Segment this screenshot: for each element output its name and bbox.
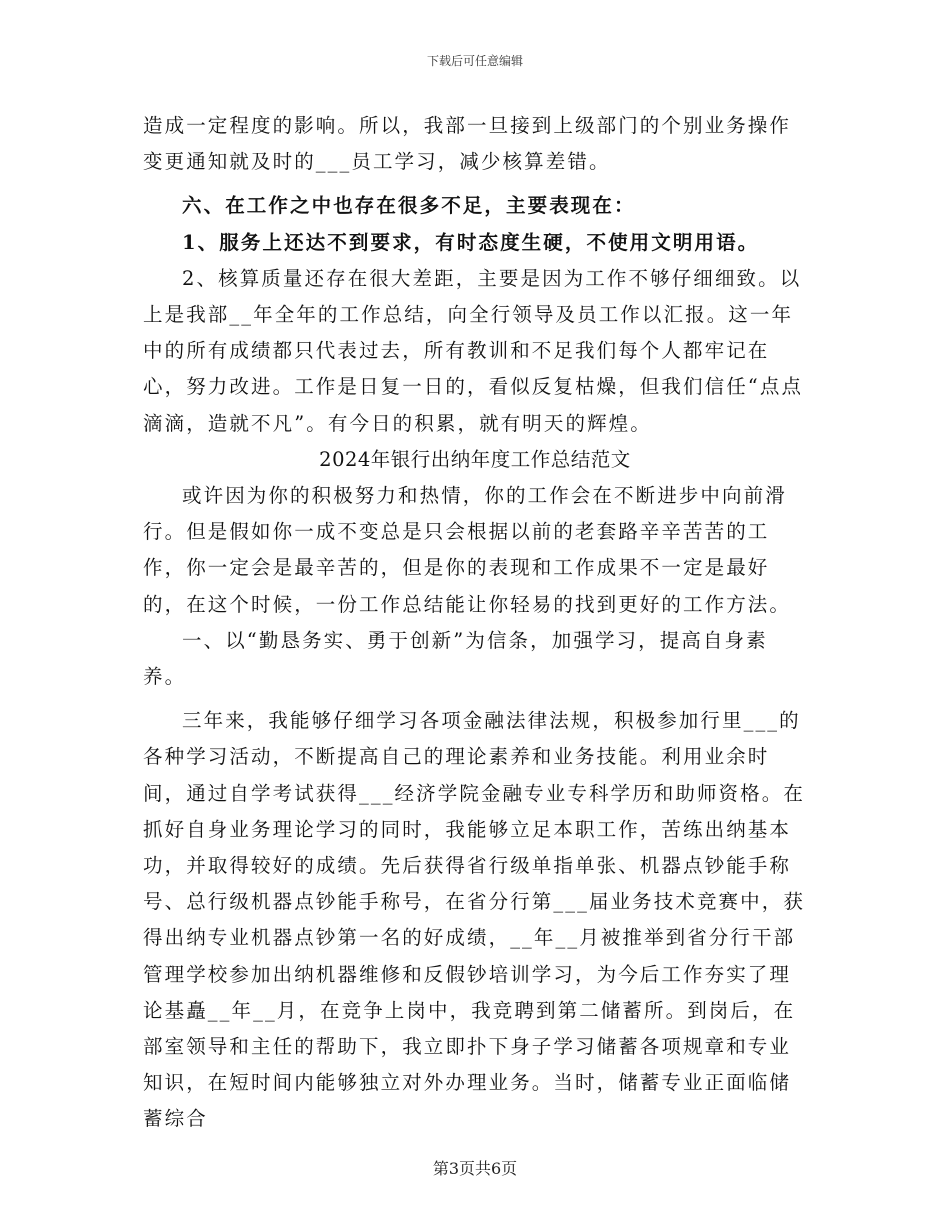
paragraph-bold: 1、服务上还达不到要求，有时态度生硬，不使用文明用语。 bbox=[182, 230, 760, 254]
document-body bbox=[143, 108, 807, 1138]
paragraph: 一、以“勤恳务实、勇于创新”为信条，加强学习，提高自身素养。 bbox=[143, 628, 768, 689]
section-heading: 六、在工作之中也存在很多不足，主要表现在： bbox=[182, 194, 636, 218]
paragraph: 2、核算质量还存在很大差距，主要是因为工作不够仔细细致。以上是我部__年全年的工作总结，向全行领导及员工作以汇报。这一年中的所有成绩都只代表过去，所有教训和不足我们每个人都牢记在心，努力改进。工作是日复一日的，看似反复枯燥，但我们信任“点点滴滴，造就不凡”。有今日的积累，就有明天的辉煌。 bbox=[143, 266, 804, 435]
paragraph: 三年来，我能够仔细学习各项金融法律法规，积极参加行里___的各种学习活动，不断提高自己的理论素养和业务技能。利用业余时间，通过自学考试获得___经济学院金融专业专科学历和助师资格。在抓好自身业务理论学习的同时，我能够立足本职工作，苦练出纳基本功，并取得较好的成绩。先后获得省行级单指单张、机器点钞能手称号、总行级机器点钞能手称号，在省分行第___届业务技术竞赛中，获得出纳专业机器点钞第一名的好成绩，__年__月被推举到省分行干部管理学校参加出纳机器维修和反假钞培训学习，为今后工作夯实了理论基矗__年__月，在竞争上岗中，我竞聘到第二储蓄所。到岗后，在部室领导和主任的帮助下，我立即扑下身子学习储蓄各项规章和专业知识，在短时间内能够独立对外办理业务。当时，储蓄专业正面临储蓄综合 bbox=[143, 709, 805, 1131]
document-title: 2024年银行出纳年度工作总结范文 bbox=[319, 447, 631, 471]
page-header: 下载后可任意编辑 bbox=[426, 54, 523, 68]
paragraph: 造成一定程度的影响。所以，我部一旦接到上级部门的个别业务操作变更通知就及时的___员工学习，减少核算差错。 bbox=[143, 114, 792, 174]
paragraph: 或许因为你的积极努力和热情，你的工作会在不断进步中向前滑行。但是假如你一成不变总是只会根据以前的老套路辛辛苦苦的工作，你一定会是最辛苦的，但是你的表现和工作成果不一定是最好的，在这个时候，一份工作总结能让你轻易的找到更好的工作方法。 bbox=[143, 484, 792, 616]
page-number: 第3页共6页 bbox=[432, 1159, 518, 1178]
